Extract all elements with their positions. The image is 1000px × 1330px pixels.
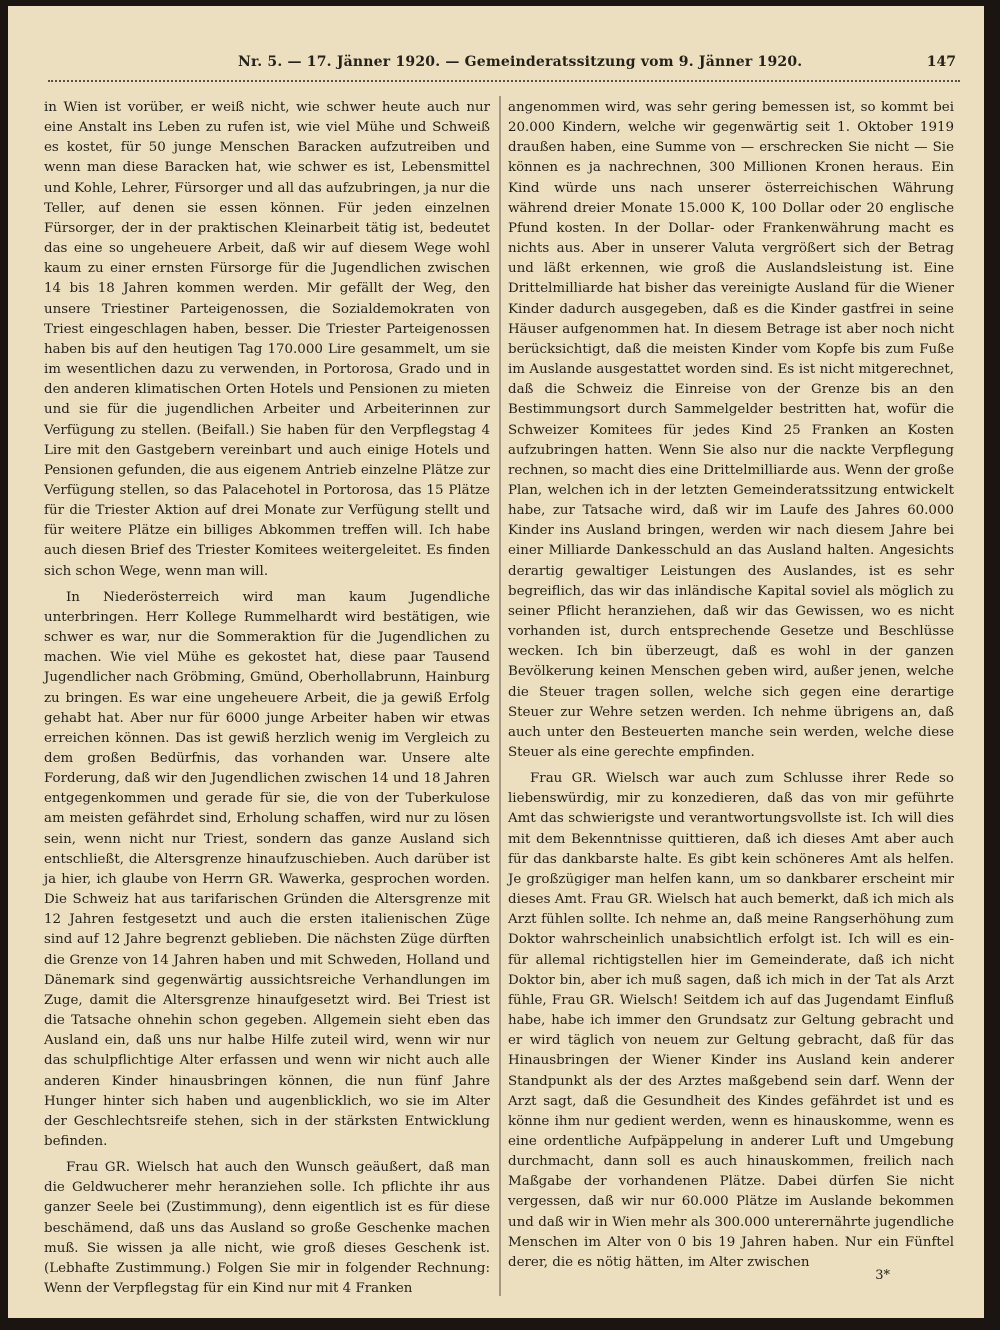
paragraph: Frau GR. Wielsch war auch zum Schlusse ihrer Rede so liebenswürdig, mir zu konzedieren, daß das von mir geführte Amt das schwierigste und verantwortungsvollste ist. Ich will dies mit dem Bekenntnisse quittieren, daß ich dieses Amt aber auch für das dankbarste halte. Es gibt kein schöneres Amt als helfen. Je großzügiger man helfen kann, um so dankbarer erscheint mir dieses Amt. Frau GR. Wielsch hat auch bemerkt, daß ich mich als Arzt fühlen sollte. Ich nehme an, daß meine Rangserhöhung zum Doktor wahrscheinlich unabsichtlich erfolgt ist. Ich will es ein- für allemal richtigstellen hier im Gemeinderate, daß ich nicht Doktor bin, aber ich muß sagen, daß ich mich in der Tat als Arzt fühle, Frau GR. Wielsch! Seitdem ich auf das Jugendamt Einfluß habe, habe ich immer den Grundsatz zur Geltung gebracht und er wird täglich von neuem zur Geltung gebracht, daß für das Hinausbringen der Wiener Kinder ins Ausland kein anderer Standpunkt als der des Arztes maßgebend sein darf. Wenn der Arzt sagt, daß die Gesundheit des Kindes gefährdet ist und es könne ihm nur gedient werden, wenn es hinauskomme, wenn es eine ordentliche Aufpäppelung in anderer Luft und Umgebung durchmacht, dann soll es auch hinauskommen, freilich nach Maßgabe der vorhandenen Plätze. Dabei dürfen Sie nicht vergessen, daß wir nur 60.000 Plätze im Auslande bekommen und daß wir in Wien mehr als 300.000 unterernährte jugendliche Menschen im Alter von 0 bis 19 Jahren haben. Nur ein Fünftel derer, die es nötig hätten, im Alter zwischen [508,771,954,1270]
paragraph: In Niederösterreich wird man kaum Jugendliche unterbringen. Herr Kollege Rummelhardt wird bestätigen, wie schwer es war, nur die Sommeraktion für die Jugendlichen zu machen. Wie viel Mühe es gekostet hat, diese paar Tausend Jugendlicher nach Gröbming, Gmünd, Oberhollabrunn, Hainburg zu bringen. Es war eine ungeheuere Arbeit, die ja gewiß Erfolg gehabt hat. Aber nur für 6000 junge Arbeiter haben wir etwas erreichen können. Das ist gewiß herzlich wenig im Vergleich zu dem großen Bedürfnis, das vorhanden war. Unsere alte Forderung, daß wir den Jugendlichen zwischen 14 und 18 Jahren entgegenkommen und gerade für sie, die von der Tuberkulose am meisten gefährdet sind, Erholung schaffen, wird nur zu lösen sein, wenn nicht nur Triest, sondern das ganze Ausland sich entschließt, die Altersgrenze hinaufzuschieben. Auch darüber ist ja hier, ich glaube von Herrn GR. Wawerka, gesprochen worden. Die Schweiz hat aus tarifarischen Gründen die Altersgrenze mit 12 Jahren festgesetzt und auch die ersten italienischen Züge sind auf 12 Jahre begrenzt geblieben. Die nächsten Züge dürften die Grenze von 14 Jahren haben und mit Schweden, Holland und Dänemark sind gegenwärtig aussichtsreiche Verhandlungen im Zuge, damit die Altersgrenze hinaufgesetzt wird. Bei Triest ist die Tatsache ohnehin schon gegeben. Allgemein sieht eben das Ausland ein, daß uns nur halbe Hilfe zuteil wird, wenn wir nur das schulpflichtige Alter erfassen und wenn wir nicht auch alle anderen Kinder hinausbringen können, die nun fünf Jahre Hunger hinter sich haben und augenblicklich, wo sie im Alter der Geschlechtsreife stehen, sich in der stärksten Entwicklung befinden. [44,589,490,1149]
column-divider [499,96,501,1296]
page-header [8,50,984,80]
right-column [508,98,954,1273]
paragraph: Frau GR. Wielsch hat auch den Wunsch geäußert, daß man die Geldwucherer mehr heranziehen solle. Ich pflichte ihr aus ganzer Seele bei (Zustimmung), denn eigentlich ist es für diese beschämend, daß uns das Ausland so große Geschenke machen muß. Sie wissen ja alle nicht, wie groß dieses Geschenk ist. (Lebhafte Zustimmung.) Folgen Sie mir in folgender Rechnung: Wenn der Verpflegstag für ein Kind nur mit 4 Franken [44,1160,490,1297]
paragraph: in Wien ist vorüber, er weiß nicht, wie schwer heute auch nur eine Anstalt ins Leben zu rufen ist, wie viel Mühe und Schweiß es kostet, für 50 junge Menschen Baracken aufzutreiben und wenn man diese Baracken hat, wie schwer es ist, Lebensmittel und Kohle, Lehrer, Fürsorger und all das aufzubringen, ja nur die Teller, auf denen sie essen können. Für jeden einzelnen Fürsorger, der in der praktischen Kleinarbeit tätig ist, bedeutet das eine so ungeheuere Arbeit, daß wir auf diesem Wege wohl kaum zu einer ernsten Fürsorge für die Jugendlichen zwischen 14 bis 18 Jahren kommen werden. Mir gefällt der Weg, den unsere Triestiner Parteigenossen, die Sozialdemokraten von Triest eingeschlagen haben, besser. Die Triester Parteigenossen haben bis auf den heutigen Tag 170.000 Lire gesammelt, um sie im wesentlichen dazu zu verwenden, in Portorosa, Grado und in den anderen klimatischen Orten Hotels und Pensionen zu mieten und sie für die jugendlichen Arbeiter und Arbeiterinnen zur Verfügung zu stellen. (Beifall.) Sie haben für den Verpflegstag 4 Lire mit den Gastgebern vereinbart und auch einige Hotels und Pensionen gefunden, die aus eigenem Antrieb einzelne Plätze zur Verfügung stellen, so das Palacehotel in Portorosa, das 15 Plätze für die Triester Aktion auf drei Monate zur Verfügung stellt und für weitere Plätze ein billiges Abkommen treffen will. Ich habe auch diesen Brief des Triester Komitees weitergeleitet. Es finden sich schon Wege, wenn man will. [44,100,490,579]
left-column [44,98,490,1299]
page-number: 147 [926,54,956,70]
newspaper-page [8,6,984,1318]
paragraph: angenommen wird, was sehr gering bemessen ist, so kommt bei 20.000 Kindern, welche wir gegenwärtig seit 1. Oktober 1919 draußen haben, eine Summe von — erschrecken Sie nicht — Sie können es ja nachrechnen, 300 Millionen Kronen heraus. Ein Kind würde uns nach unserer österreichischen Währung während dreier Monate 15.000 K, 100 Dollar oder 20 englische Pfund kosten. In der Dollar- oder Frankenwährung macht es nichts aus. Aber in unserer Valuta vergrößert sich der Betrag und läßt erkennen, wie groß die Auslandsleistung ist. Eine Drittelmilliarde hat bisher das vereinigte Ausland für die Wiener Kinder dadurch ausgegeben, daß es die Kinder gastfrei in seine Häuser aufgenommen hat. In diesem Betrage ist aber noch nicht berücksichtigt, daß die meisten Kinder vom Kopfe bis zum Fuße im Auslande ausgestattet worden sind. Es ist nicht mitgerechnet, daß die Schweiz die Einreise von der Grenze bis an den Bestimmungsort durch Sammelgelder bestritten hat, wofür die Schweizer Komitees für jedes Kind 25 Franken an Kosten aufzubringen hatten. Wenn Sie also nur die nackte Verpflegung rechnen, so macht dies eine Drittelmilliarde aus. Wenn der große Plan, welchen ich in der letzten Gemeinderatssitzung entwickelt habe, zur Tatsache wird, daß wir im Laufe des Jahres 60.000 Kinder ins Ausland bringen, werden wir nach diesem Jahre bei einer Milliarde Dankesschuld an das Ausland halten. Angesichts derartig gewaltiger Leistungen des Auslandes, ist es sehr begreiflich, das wir das inländische Kapital soviel als möglich zu seiner Pflicht heranziehen, daß wir das Gewissen, wo es nicht vorhanden ist, durch entsprechende Gesetze und Beschlüsse wecken. Ich bin überzeugt, daß es wohl in der ganzen Bevölkerung keinen Menschen geben wird, außer jenen, welche die Steuer tragen sollen, welche sich gegen eine derartige Steuer zur Wehre setzen werden. Ich nehme übrigens an, daß auch unter den Besteuerten manche sein werden, welche diese Steuer als eine gerechte empfinden. [508,100,954,760]
running-title: Nr. 5. — 17. Jänner 1920. — Gemeinderatssitzung vom 9. Jänner 1920. [238,54,803,70]
header-rule [48,80,960,82]
signature-mark: 3* [875,1268,890,1283]
